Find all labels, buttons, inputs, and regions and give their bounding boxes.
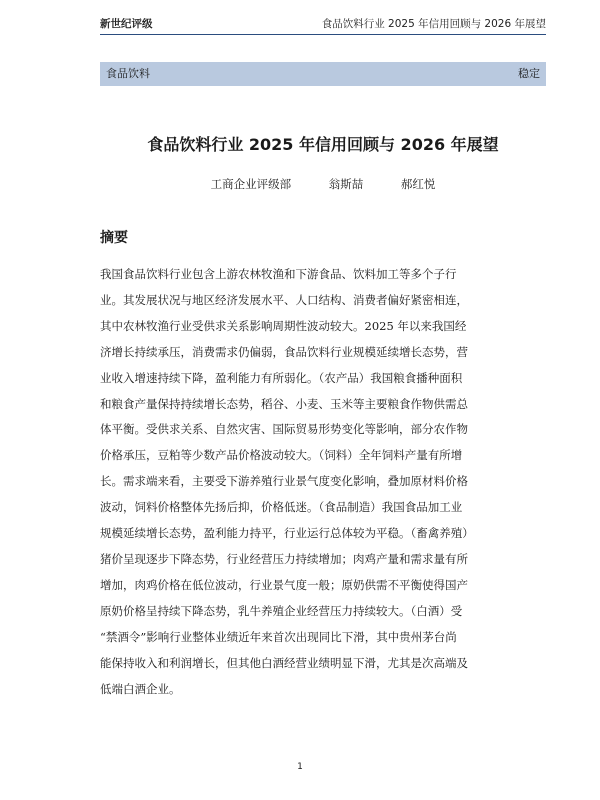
abstract-line: 增加，肉鸡价格在低位波动，行业景气度一般；原奶供需不平衡使得国产 — [100, 577, 468, 592]
page-number: 1 — [297, 762, 303, 772]
sector-band — [100, 62, 546, 86]
abstract-line: 其中农林牧渔行业受供求关系影响周期性波动较大。2025 年以来我国经 — [100, 318, 467, 333]
outlook-label: 稳定 — [518, 67, 540, 80]
abstract-line: 能保持收入和利润增长，但其他白酒经营业绩明显下滑，尤其是次高端及 — [100, 655, 468, 670]
abstract-line: 长。需求端来看，主要受下游养殖行业景气度变化影响，叠加原材料价格 — [100, 474, 468, 489]
authors-line — [100, 176, 546, 192]
abstract-line: 低端白酒企业。 — [100, 681, 181, 696]
abstract-line: 规模延续增长态势，盈利能力持平，行业运行总体较为平稳。（畜禽养殖） — [100, 526, 474, 541]
author-1: 翁斯喆 — [328, 177, 364, 191]
abstract-line: 波动，饲料价格整体先扬后抑，价格低迷。（食品制造）我国食品加工业 — [100, 500, 463, 515]
abstract-body — [100, 262, 546, 702]
abstract-line: 猪价呈现逐步下降态势，行业经营压力持续增加；肉鸡产量和需求量有所 — [100, 551, 468, 566]
abstract-line: 和粮食产量保持持续增长态势，稻谷、小麦、玉米等主要粮食作物供需总 — [100, 396, 468, 411]
abstract-line: 业收入增速持续下降，盈利能力有所弱化。（农产品）我国粮食播种面积 — [100, 370, 463, 385]
report-title: 食品饮料行业 2025 年信用回顾与 2026 年展望 — [147, 135, 499, 154]
abstract-line: 我国食品饮料行业包含上游农林牧渔和下游食品、饮料加工等多个子行 — [100, 267, 457, 281]
abstract-line: 价格承压，豆粕等少数产品价格波动较大。（饲料）全年饲料产量有所增 — [100, 448, 463, 463]
author-2: 郝红悦 — [400, 177, 436, 191]
header-doc-title: 食品饮料行业 2025 年信用回顾与 2026 年展望 — [321, 18, 546, 30]
abstract-line: 业。其发展状况与地区经济发展水平、人口结构、消费者偏好紧密相连， — [100, 292, 468, 307]
page-header — [100, 14, 546, 35]
abstract-line: 原奶价格呈持续下降态势，乳牛养殖企业经营压力持续较大。（白酒）受 — [100, 603, 463, 618]
abstract-line: “禁酒令”影响行业整体业绩近年来首次出现同比下滑，其中贵州茅台尚 — [100, 629, 457, 644]
sector-label: 食品饮料 — [106, 67, 150, 80]
author-department: 工商企业评级部 — [210, 177, 292, 191]
abstract-line: 体平衡。受供求关系、自然灾害、国际贸易形势变化等影响，部分农作物 — [100, 422, 468, 437]
abstract-line: 济增长持续承压，消费需求仍偏弱，食品饮料行业规模延续增长态势，营 — [100, 344, 468, 359]
abstract-heading: 摘要 — [100, 230, 128, 246]
header-org: 新世纪评级 — [100, 18, 153, 30]
